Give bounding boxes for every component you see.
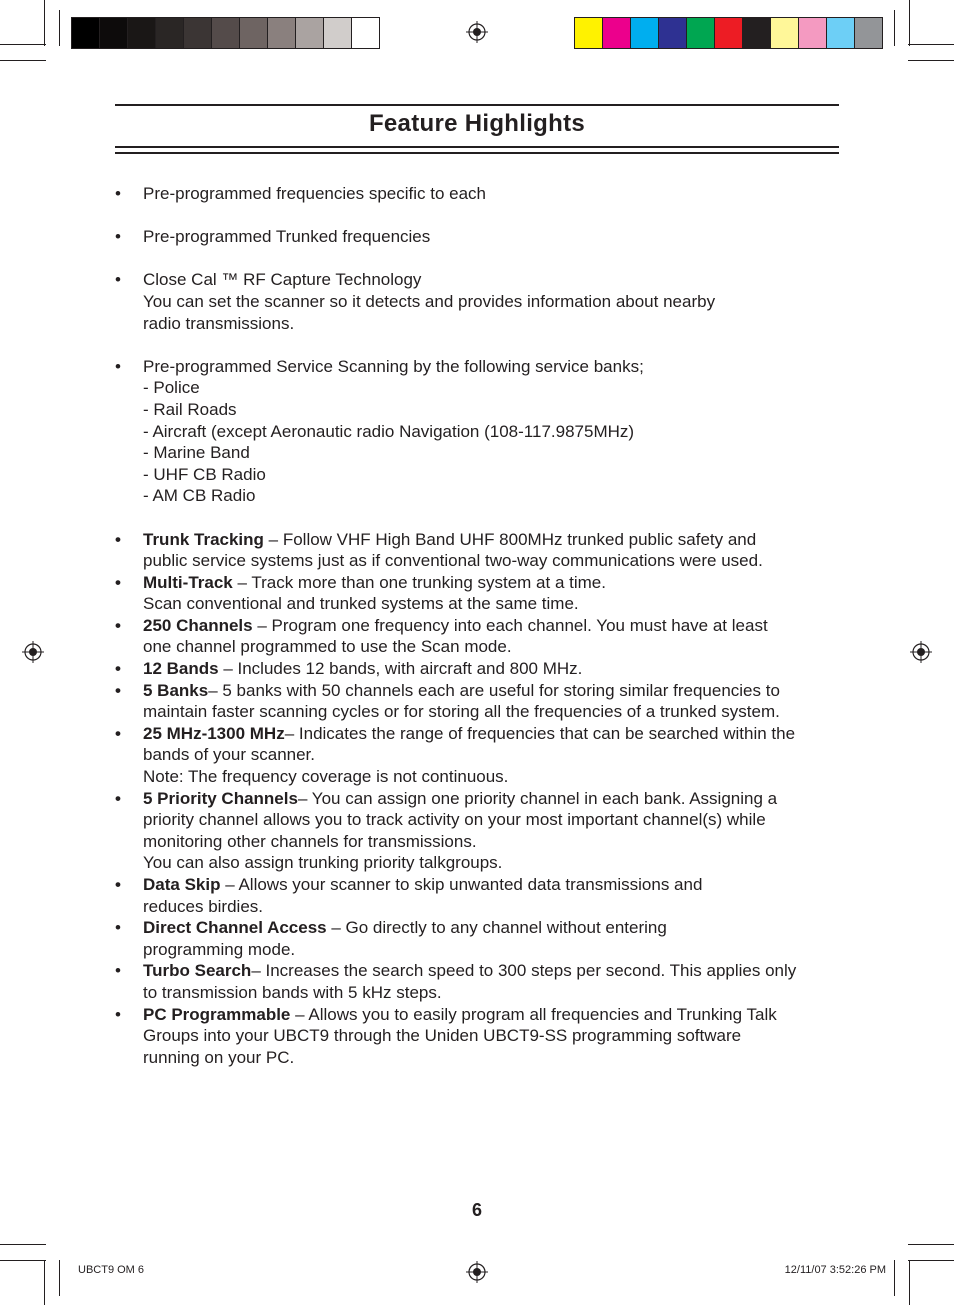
feature-item <box>115 723 845 788</box>
title-rule-bottom <box>115 152 839 154</box>
feature-line <box>143 1004 845 1026</box>
registration-mark-icon <box>466 21 488 43</box>
feature-item <box>115 615 845 658</box>
feature-item <box>115 183 845 205</box>
feature-item <box>115 658 845 680</box>
color-swatch <box>575 18 602 48</box>
feature-line: Close Cal ™ RF Capture Technology <box>143 270 422 290</box>
feature-item <box>115 529 845 572</box>
feature-line: one channel programmed to use the Scan mode. <box>143 637 512 657</box>
bullet: • <box>115 356 121 376</box>
color-swatch <box>630 18 658 48</box>
feature-line: radio transmissions. <box>143 313 295 333</box>
crop-mark <box>0 44 46 45</box>
feature-term: 5 Banks <box>143 680 209 700</box>
feature-text: – You can assign one priority channel in each bank. Assigning a <box>297 788 778 808</box>
bullet: • <box>115 270 121 290</box>
crop-mark <box>59 1260 60 1296</box>
crop-mark <box>0 60 46 61</box>
bullet: • <box>115 659 121 679</box>
feature-line <box>143 874 845 896</box>
feature-item <box>115 226 845 248</box>
feature-text: – Allows your scanner to skip unwanted data transmissions and <box>220 875 703 894</box>
color-swatch <box>183 18 211 48</box>
crop-mark <box>908 1244 954 1245</box>
bullet: • <box>115 615 121 635</box>
feature-line <box>143 615 845 637</box>
title-rule-top <box>115 104 839 106</box>
feature-term: Data Skip <box>143 875 221 894</box>
feature-line: - Aircraft (except Aeronautic radio Navigation (108-117.9875MHz) <box>143 421 635 441</box>
feature-line <box>143 572 845 594</box>
feature-line: - UHF CB Radio <box>143 464 266 484</box>
feature-term: 250 Channels <box>143 615 253 635</box>
crop-mark <box>909 0 910 46</box>
crop-mark <box>894 1260 895 1296</box>
feature-line: priority channel allows you to track activity on your most important channel(s) while <box>143 810 766 830</box>
feature-term: Direct Channel Access <box>143 918 327 938</box>
crop-mark <box>59 10 60 46</box>
crop-mark <box>908 44 954 45</box>
feature-term: 5 Priority Channels <box>143 788 298 808</box>
color-swatch <box>239 18 267 48</box>
crop-mark <box>909 1260 910 1305</box>
feature-item <box>115 917 845 960</box>
feature-line <box>143 917 845 939</box>
feature-line: public service systems just as if conventional two-way communications were used. <box>143 551 763 571</box>
feature-text: – Indicates the range of frequencies that can be searched within the <box>284 723 796 743</box>
crop-mark <box>44 1260 45 1305</box>
color-swatch <box>658 18 686 48</box>
feature-line <box>143 960 845 982</box>
registration-mark-icon <box>466 1261 488 1283</box>
crop-mark <box>908 1260 954 1261</box>
feature-list <box>115 183 845 1068</box>
title-rule-bottom <box>115 146 839 148</box>
crop-mark <box>0 1260 46 1261</box>
bullet: • <box>115 572 121 592</box>
feature-line <box>143 788 845 810</box>
bullet: • <box>115 788 121 808</box>
crop-mark <box>908 60 954 61</box>
crop-mark <box>894 10 895 46</box>
feature-line: programming mode. <box>143 939 296 959</box>
color-swatch <box>72 18 99 48</box>
crop-mark <box>44 0 45 46</box>
bullet: • <box>115 723 121 743</box>
feature-term: Trunk Tracking <box>143 529 264 549</box>
feature-term: Turbo Search <box>143 961 252 981</box>
color-swatch <box>99 18 127 48</box>
feature-line: reduces birdies. <box>143 896 264 916</box>
feature-text: – Program one frequency into each channel. You must have at least <box>252 615 768 635</box>
feature-line: to transmission bands with 5 kHz steps. <box>143 982 442 1002</box>
feature-line: Note: The frequency coverage is not continuous. <box>143 767 509 787</box>
feature-text: – Allows you to easily program all frequencies and Trunking Talk <box>290 1004 777 1024</box>
bullet: • <box>115 1004 121 1024</box>
page-title: Feature Highlights <box>368 110 586 137</box>
feature-item <box>115 874 845 917</box>
feature-text: – Go directly to any channel without entering <box>326 918 667 938</box>
bullet: • <box>115 184 121 203</box>
feature-line <box>143 723 845 745</box>
feature-line: You can set the scanner so it detects and provides information about nearby <box>143 291 716 311</box>
color-swatch <box>854 18 882 48</box>
feature-line: bands of your scanner. <box>143 745 316 765</box>
feature-item <box>115 788 845 874</box>
color-swatch <box>127 18 155 48</box>
color-swatch <box>686 18 714 48</box>
bullet: • <box>115 529 121 549</box>
feature-line: - Police <box>143 378 200 398</box>
bullet: • <box>115 680 121 700</box>
feature-item <box>115 356 845 507</box>
feature-item <box>115 1004 845 1069</box>
feature-term: 25 MHz-1300 MHz <box>143 723 285 743</box>
page-number: 6 <box>471 1200 482 1220</box>
grayscale-color-bar <box>71 17 380 49</box>
feature-line: Scan conventional and trunked systems at the same time. <box>143 594 579 614</box>
color-swatch <box>295 18 323 48</box>
feature-line: Pre-programmed Trunked frequencies <box>143 227 431 247</box>
color-swatch <box>267 18 295 48</box>
feature-item <box>115 680 845 723</box>
feature-term: 12 Bands <box>143 659 219 679</box>
feature-line: Pre-programmed frequencies specific to each <box>143 184 486 203</box>
color-swatch <box>714 18 742 48</box>
crop-mark <box>0 1244 46 1245</box>
registration-mark-icon <box>910 641 932 663</box>
color-swatch <box>351 18 379 48</box>
feature-line: - Rail Roads <box>143 399 237 419</box>
feature-term: PC Programmable <box>143 1004 291 1024</box>
feature-line: Groups into your UBCT9 through the Uniden UBCT9-SS programming software <box>143 1026 742 1046</box>
bullet: • <box>115 875 121 894</box>
feature-line: - Marine Band <box>143 443 250 463</box>
feature-text: – Track more than one trunking system at a time. <box>232 572 606 592</box>
feature-line: Pre-programmed Service Scanning by the following service banks; <box>143 356 644 376</box>
footer-timestamp: 12/11/07 3:52:26 PM <box>784 1264 886 1276</box>
color-swatch <box>742 18 770 48</box>
process-color-bar <box>574 17 883 49</box>
feature-line: monitoring other channels for transmissions. <box>143 831 477 851</box>
feature-item <box>115 269 845 334</box>
color-swatch <box>602 18 630 48</box>
color-swatch <box>798 18 826 48</box>
color-swatch <box>770 18 798 48</box>
feature-line: running on your PC. <box>143 1047 295 1067</box>
feature-line <box>143 529 845 551</box>
color-swatch <box>323 18 351 48</box>
color-swatch <box>155 18 183 48</box>
feature-term: Multi-Track <box>143 572 233 592</box>
bullet: • <box>115 961 121 981</box>
feature-item <box>115 572 845 615</box>
feature-line: You can also assign trunking priority talkgroups. <box>143 853 503 873</box>
feature-text: – 5 banks with 50 channels each are useful for storing similar frequencies to <box>208 680 780 700</box>
feature-line <box>143 658 845 680</box>
feature-line: - AM CB Radio <box>143 486 256 506</box>
feature-text: – Includes 12 bands, with aircraft and 800 MHz. <box>218 659 583 679</box>
color-swatch <box>826 18 854 48</box>
registration-mark-icon <box>22 641 44 663</box>
feature-item <box>115 960 845 1003</box>
color-swatch <box>211 18 239 48</box>
feature-line: maintain faster scanning cycles or for storing all the frequencies of a trunked system. <box>143 702 780 722</box>
feature-text: – Follow VHF High Band UHF 800MHz trunked public safety and <box>263 529 757 549</box>
footer-slug: UBCT9 OM 6 <box>78 1264 145 1276</box>
feature-text: – Increases the search speed to 300 steps per second. This applies only <box>251 961 797 981</box>
feature-line <box>143 680 845 702</box>
bullet: • <box>115 227 121 247</box>
bullet: • <box>115 918 121 938</box>
